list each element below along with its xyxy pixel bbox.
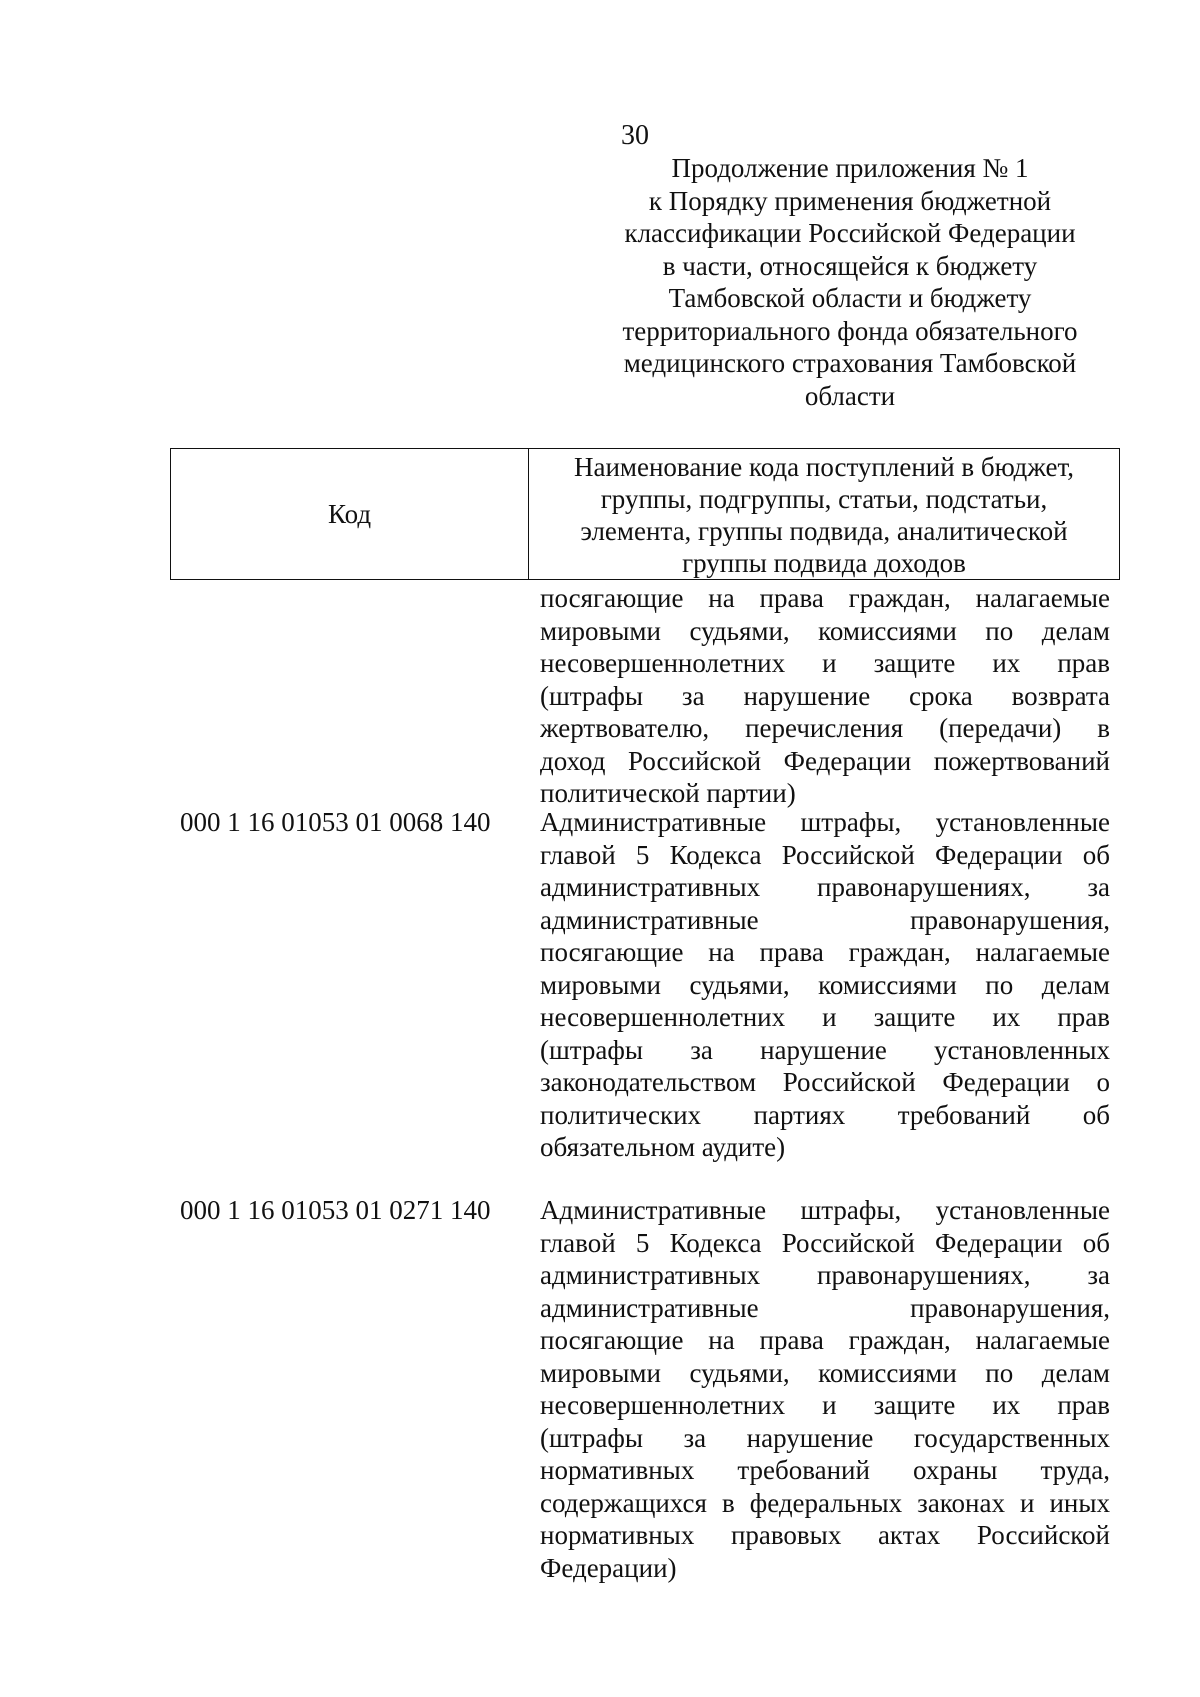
row-description-line: нормативных требований охраны труда, — [540, 1455, 1110, 1485]
row-description-line: мировыми судьями, комиссиями по делам — [540, 1357, 1110, 1388]
row-description-line: содержащихся в федеральных законах и иных — [540, 1487, 1110, 1518]
appendix-header-line: территориального фонда обязательного — [622, 315, 1078, 346]
column-header-name-line: группы подвида доходов — [682, 548, 966, 578]
row-description-line: Административные штрафы, установленные — [540, 1195, 1110, 1225]
row-description-line: законодательством Российской Федерации о — [540, 1067, 1110, 1097]
row-description-line: административные правонарушения, — [540, 904, 1110, 935]
row-description-line: посягающие на права граждан, налагаемые — [540, 937, 1110, 967]
row-description-line: политических партиях требований об — [540, 1099, 1110, 1130]
appendix-header-line: медицинского страхования Тамбовской — [623, 348, 1077, 378]
row-description-line: нормативных правовых актах Российской — [540, 1520, 1110, 1550]
appendix-header-line: Продолжение приложения № 1 — [671, 153, 1029, 183]
column-header-name-line: элемента, группы подвида, аналитической — [580, 516, 1068, 546]
table-row — [540, 1194, 1110, 1584]
row-description-line: несовершеннолетних и защите их прав — [540, 648, 1110, 678]
row-description-line: административные правонарушения, — [540, 1292, 1110, 1323]
row-code: 000 1 16 01053 01 0271 140 — [180, 1195, 491, 1225]
row-description-line: Административные штрафы, установленные — [540, 807, 1110, 837]
row-description-line: административных правонарушениях, за — [540, 872, 1110, 902]
table-header — [170, 448, 1120, 580]
column-header-code: Код — [171, 449, 529, 580]
row-description-line: главой 5 Кодекса Российской Федерации об — [540, 839, 1110, 870]
table-row — [540, 806, 1110, 1164]
row-description-line: посягающие на права граждан, налагаемые — [540, 583, 1110, 613]
row-description-line: несовершеннолетних и защите их прав — [540, 1390, 1110, 1420]
row-description-line: несовершеннолетних и защите их прав — [540, 1002, 1110, 1032]
row-description-line: (штрафы за нарушение государственных — [540, 1422, 1110, 1453]
appendix-header-line: области — [804, 380, 896, 411]
appendix-header-line: в части, относящейся к бюджету — [662, 250, 1038, 281]
column-header-name — [529, 449, 1120, 580]
row-description-line: мировыми судьями, комиссиями по делам — [540, 615, 1110, 646]
column-header-name-line: группы, подгруппы, статьи, подстатьи, — [600, 484, 1048, 514]
row-description-line: (штрафы за нарушение срока возврата — [540, 680, 1110, 711]
row-description-line: Федерации) — [540, 1552, 677, 1583]
appendix-header-line: Тамбовской области и бюджету — [668, 283, 1032, 313]
table-row-continuation — [540, 582, 1110, 810]
row-description-line: главой 5 Кодекса Российской Федерации об — [540, 1227, 1110, 1258]
row-description-line: посягающие на права граждан, налагаемые — [540, 1325, 1110, 1355]
row-description-line: доход Российской Федерации пожертвований — [540, 745, 1110, 776]
row-code: 000 1 16 01053 01 0068 140 — [180, 807, 491, 837]
row-description-line: административных правонарушениях, за — [540, 1260, 1110, 1290]
row-description-line: (штрафы за нарушение установленных — [540, 1034, 1110, 1065]
page-number: 30 — [621, 120, 649, 151]
row-description-line: обязательном аудите) — [540, 1132, 786, 1162]
appendix-header-line: классификации Российской Федерации — [624, 218, 1076, 248]
appendix-header — [600, 152, 1100, 412]
appendix-header-line: к Порядку применения бюджетной — [648, 185, 1052, 216]
column-header-name-line: Наименование кода поступлений в бюджет, — [573, 452, 1075, 482]
row-description-line: жертвователю, перечисления (передачи) в — [540, 713, 1110, 743]
row-description-line: мировыми судьями, комиссиями по делам — [540, 969, 1110, 1000]
row-description-line: политической партии) — [540, 778, 796, 808]
